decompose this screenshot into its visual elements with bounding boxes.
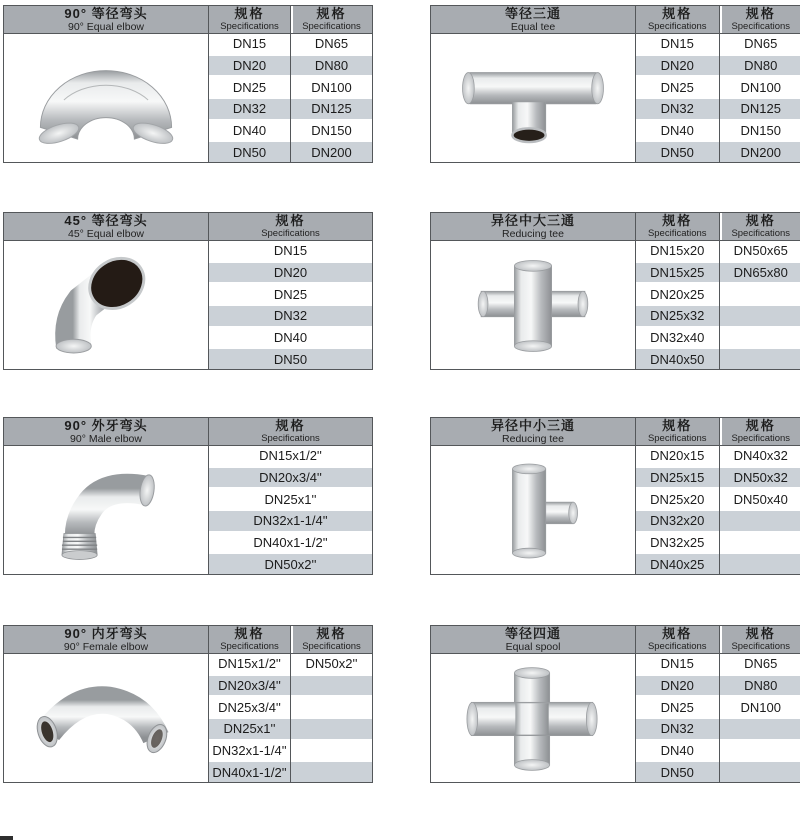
spec-cell: DN32x1-1/4'' <box>209 739 290 761</box>
spec-header <box>291 626 372 654</box>
title-en: 90° Female elbow <box>63 641 149 653</box>
spec-cell: DN15 <box>636 34 719 54</box>
table-title <box>4 626 208 654</box>
spec-cell: DN150 <box>291 119 372 141</box>
spec-header <box>291 6 372 34</box>
spec-cell <box>291 760 372 782</box>
spec-column <box>208 6 290 162</box>
spec-cell <box>720 282 800 304</box>
spec-header-zh: 规格 <box>316 6 347 21</box>
spec-table <box>635 626 800 782</box>
spec-header <box>636 626 719 654</box>
table-title <box>4 213 208 241</box>
spec-cell: DN100 <box>291 75 372 97</box>
spec-cell: DN25 <box>636 75 719 97</box>
spec-cell: DN32 <box>636 717 719 739</box>
spec-header-zh: 规格 <box>662 626 693 641</box>
spec-header <box>720 418 800 446</box>
spec-cell: DN50x2'' <box>291 654 372 674</box>
spec-header <box>636 213 719 241</box>
spec-cell: DN25x32 <box>636 304 719 326</box>
spec-cell <box>291 739 372 761</box>
spec-header-zh: 规格 <box>662 6 693 21</box>
spec-header-en: Specifications <box>261 433 320 444</box>
title-zh: 45° 等径弯头 <box>64 213 148 228</box>
title-en: Reducing tee <box>502 433 564 445</box>
spec-cell: DN20 <box>209 54 290 76</box>
spec-cell: DN15x25 <box>636 261 719 283</box>
spec-header <box>209 6 290 34</box>
table-reducing-tee-large <box>430 212 800 370</box>
spec-cell: DN20 <box>209 261 372 283</box>
spec-cell: DN50 <box>636 760 719 782</box>
title-zh: 90° 外牙弯头 <box>64 418 148 433</box>
90-equal-elbow-photo <box>4 34 208 162</box>
spec-cell: DN20x25 <box>636 282 719 304</box>
table-equal-spool <box>430 625 800 783</box>
spec-cell: DN15x20 <box>636 241 719 261</box>
spec-cell <box>720 326 800 348</box>
spec-table <box>208 418 372 574</box>
spec-cell: DN20 <box>636 54 719 76</box>
spec-header-en: Specifications <box>731 433 791 444</box>
spec-column <box>208 626 290 782</box>
spec-cell: DN65 <box>720 34 800 54</box>
table-equal-tee <box>430 5 800 163</box>
spec-cell: DN15x1/2'' <box>209 446 372 466</box>
spec-column <box>208 213 372 369</box>
spec-header-zh: 规格 <box>234 626 265 641</box>
spec-column <box>635 418 719 574</box>
spec-table <box>208 626 372 782</box>
spec-cell: DN65 <box>720 654 800 674</box>
spec-header-en: Specifications <box>647 641 707 652</box>
product-panel <box>431 418 635 574</box>
spec-header <box>209 213 372 241</box>
title-en: 90° Male elbow <box>70 433 142 445</box>
spec-cell: DN200 <box>291 140 372 162</box>
spec-header-en: Specifications <box>731 228 791 239</box>
spec-cell: DN65x80 <box>720 261 800 283</box>
spec-cell: DN40 <box>209 119 290 141</box>
spec-cell: DN80 <box>720 54 800 76</box>
spec-cell: DN40x50 <box>636 347 719 369</box>
spec-header-zh: 规格 <box>745 626 776 641</box>
spec-cell <box>291 695 372 717</box>
title-zh: 异径中小三通 <box>490 418 575 433</box>
spec-cell: DN25 <box>636 695 719 717</box>
spec-header <box>209 626 290 654</box>
table-reducing-tee-small <box>430 417 800 575</box>
table-title <box>431 213 635 241</box>
spec-header <box>720 626 800 654</box>
title-zh: 90° 内牙弯头 <box>64 626 148 641</box>
spec-cell: DN32 <box>209 97 290 119</box>
reducing-tee-large-photo <box>431 241 635 369</box>
spec-header-zh: 规格 <box>745 213 776 228</box>
spec-cell <box>720 509 800 531</box>
title-zh: 等径四通 <box>504 626 561 641</box>
spec-column <box>290 626 372 782</box>
spec-cell <box>720 304 800 326</box>
90-female-elbow-photo <box>4 654 208 782</box>
product-panel <box>4 418 208 574</box>
page-corner-mark <box>0 836 13 840</box>
title-en: 90° Equal elbow <box>67 21 144 33</box>
spec-header-en: Specifications <box>731 641 791 652</box>
spec-cell: DN20x3/4'' <box>209 466 372 488</box>
spec-header-zh: 规格 <box>662 213 693 228</box>
spec-cell: DN25x1'' <box>209 717 290 739</box>
spec-header-en: Specifications <box>302 641 361 652</box>
spec-header-en: Specifications <box>647 433 707 444</box>
spec-header-zh: 规格 <box>234 6 265 21</box>
spec-header-zh: 规格 <box>745 6 776 21</box>
table-title <box>431 418 635 446</box>
spec-cell: DN200 <box>720 140 800 162</box>
product-panel <box>431 626 635 782</box>
spec-column <box>290 6 372 162</box>
spec-header <box>720 6 800 34</box>
table-90-male-elbow <box>3 417 373 575</box>
spec-cell: DN25 <box>209 75 290 97</box>
spec-header <box>209 418 372 446</box>
equal-tee-photo <box>431 34 635 162</box>
spec-cell <box>720 552 800 574</box>
spec-header <box>636 6 719 34</box>
spec-cell: DN50 <box>209 140 290 162</box>
spec-cell: DN20x3/4'' <box>209 674 290 696</box>
spec-column <box>635 213 719 369</box>
spec-cell: DN40 <box>209 326 372 348</box>
spec-table <box>635 213 800 369</box>
title-en: 45° Equal elbow <box>67 228 144 240</box>
spec-header-en: Specifications <box>731 21 791 32</box>
spec-cell: DN40x1-1/2'' <box>209 760 290 782</box>
spec-header-zh: 规格 <box>275 418 306 433</box>
spec-column <box>635 626 719 782</box>
product-panel <box>431 213 635 369</box>
spec-cell: DN32 <box>636 97 719 119</box>
title-en: Equal tee <box>510 21 556 33</box>
45-equal-elbow-photo <box>4 241 208 369</box>
title-en: Reducing tee <box>502 228 564 240</box>
spec-cell: DN25x3/4'' <box>209 695 290 717</box>
spec-column <box>719 418 800 574</box>
spec-header-zh: 规格 <box>275 213 306 228</box>
spec-cell <box>720 347 800 369</box>
spec-cell: DN65 <box>291 34 372 54</box>
table-title <box>431 6 635 34</box>
spec-cell <box>720 739 800 761</box>
spec-column <box>208 418 372 574</box>
spec-header-zh: 规格 <box>316 626 347 641</box>
title-zh: 等径三通 <box>504 6 561 21</box>
spec-table <box>208 213 372 369</box>
table-title <box>431 626 635 654</box>
table-90-equal-elbow <box>3 5 373 163</box>
spec-cell: DN125 <box>291 97 372 119</box>
spec-header-en: Specifications <box>647 21 707 32</box>
spec-cell: DN80 <box>720 674 800 696</box>
spec-cell: DN25x15 <box>636 466 719 488</box>
spec-cell: DN150 <box>720 119 800 141</box>
spec-cell: DN25x20 <box>636 487 719 509</box>
spec-header-zh: 规格 <box>662 418 693 433</box>
spec-column <box>719 626 800 782</box>
spec-column <box>635 6 719 162</box>
spec-column <box>719 6 800 162</box>
spec-cell: DN15 <box>209 241 372 261</box>
equal-spool-cross-photo <box>431 654 635 782</box>
title-en: Equal spool <box>505 641 561 653</box>
product-panel <box>4 626 208 782</box>
spec-cell: DN40x32 <box>720 446 800 466</box>
spec-cell: DN15 <box>636 654 719 674</box>
spec-cell: DN50 <box>209 347 372 369</box>
spec-cell: DN25 <box>209 282 372 304</box>
spec-header-en: Specifications <box>647 228 707 239</box>
product-panel <box>4 213 208 369</box>
spec-cell: DN50x65 <box>720 241 800 261</box>
spec-cell: DN20x15 <box>636 446 719 466</box>
spec-cell: DN100 <box>720 75 800 97</box>
spec-header-en: Specifications <box>220 641 279 652</box>
table-90-female-elbow <box>3 625 373 783</box>
product-panel <box>431 6 635 162</box>
spec-header-en: Specifications <box>302 21 361 32</box>
spec-cell: DN32 <box>209 304 372 326</box>
spec-cell: DN15 <box>209 34 290 54</box>
spec-cell: DN50x40 <box>720 487 800 509</box>
spec-cell: DN20 <box>636 674 719 696</box>
spec-header <box>720 213 800 241</box>
spec-cell: DN15x1/2'' <box>209 654 290 674</box>
spec-cell <box>291 674 372 696</box>
title-zh: 异径中大三通 <box>490 213 575 228</box>
table-title <box>4 418 208 446</box>
spec-cell: DN40x1-1/2'' <box>209 531 372 553</box>
table-title <box>4 6 208 34</box>
spec-cell: DN50 <box>636 140 719 162</box>
spec-header-zh: 规格 <box>745 418 776 433</box>
spec-cell: DN80 <box>291 54 372 76</box>
spec-table <box>635 418 800 574</box>
spec-cell: DN100 <box>720 695 800 717</box>
spec-header <box>636 418 719 446</box>
spec-cell: DN25x1'' <box>209 487 372 509</box>
spec-cell: DN50x32 <box>720 466 800 488</box>
spec-cell: DN32x1-1/4'' <box>209 509 372 531</box>
spec-header-en: Specifications <box>261 228 320 239</box>
spec-cell: DN40 <box>636 119 719 141</box>
spec-cell: DN50x2'' <box>209 552 372 574</box>
spec-table <box>635 6 800 162</box>
spec-column <box>719 213 800 369</box>
spec-cell: DN40 <box>636 739 719 761</box>
title-zh: 90° 等径弯头 <box>64 6 148 21</box>
spec-cell <box>720 760 800 782</box>
spec-cell <box>720 531 800 553</box>
spec-header-en: Specifications <box>220 21 279 32</box>
product-panel <box>4 6 208 162</box>
spec-cell: DN40x25 <box>636 552 719 574</box>
spec-cell <box>720 717 800 739</box>
spec-cell: DN32x40 <box>636 326 719 348</box>
spec-cell: DN125 <box>720 97 800 119</box>
table-45-equal-elbow <box>3 212 373 370</box>
spec-cell: DN32x20 <box>636 509 719 531</box>
spec-table <box>208 6 372 162</box>
reducing-tee-small-photo <box>431 446 635 574</box>
spec-cell <box>291 717 372 739</box>
90-male-elbow-photo <box>4 446 208 574</box>
spec-cell: DN32x25 <box>636 531 719 553</box>
